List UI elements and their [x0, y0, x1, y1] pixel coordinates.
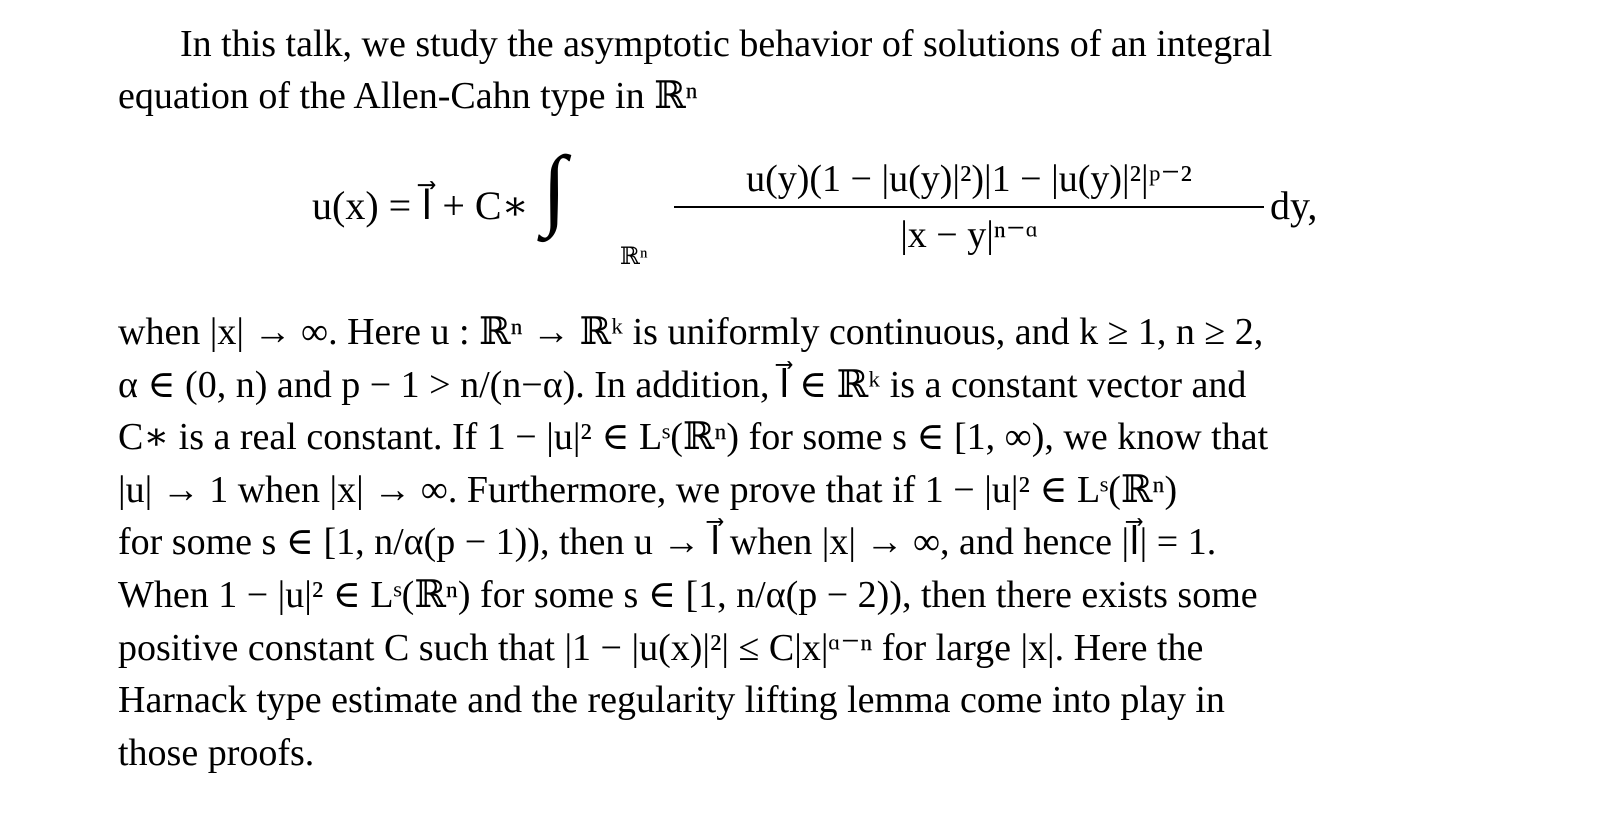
integral-domain: ℝⁿ — [620, 244, 648, 270]
body-line-8: Harnack type estimate and the regularity lifting lemma come into play in — [118, 679, 1225, 722]
equation-fraction — [674, 156, 1264, 257]
body-line-3: C∗ is a real constant. If 1 − |u|² ∈ Lˢ(ℝⁿ) for some s ∈ [1, ∞), we know that — [118, 416, 1269, 459]
fraction-denominator: |x − y|ⁿ⁻ᵅ — [900, 214, 1038, 256]
body-line-2: α ∈ (0, n) and p − 1 > n/(n−α). In addition, l⃗ ∈ ℝᵏ is a constant vector and — [118, 363, 1247, 406]
body-line-5: for some s ∈ [1, n/α(p − 1)), then u → l⃗ when |x| → ∞, and hence |l⃗| = 1. — [118, 521, 1217, 564]
body-line-9: those proofs. — [118, 731, 315, 774]
body-line-1: when |x| → ∞. Here u : ℝⁿ → ℝᵏ is uniformly continuous, and k ≥ 1, n ≥ 2, — [118, 311, 1264, 353]
fraction-numerator: u(y)(1 − |u(y)|²)|1 − |u(y)|²|ᵖ⁻² — [746, 158, 1192, 200]
intro-line-1: In this talk, we study the asymptotic behavior of solutions of an integral — [180, 23, 1273, 65]
integral-equation — [312, 139, 1318, 272]
integral-sign: ∫ — [542, 139, 567, 238]
abstract-body — [118, 306, 1504, 779]
fraction-bar — [674, 206, 1264, 208]
abstract-intro — [118, 18, 1504, 122]
body-line-6: When 1 − |u|² ∈ Lˢ(ℝⁿ) for some s ∈ [1, n/α(p − 2)), then there exists some — [118, 573, 1258, 616]
equation-lhs: u(x) = l⃗ + C∗ — [312, 183, 529, 228]
equation-tail: dy, — [1270, 183, 1318, 228]
intro-line-2: equation of the Allen-Cahn type in ℝⁿ — [118, 75, 698, 117]
body-line-7: positive constant C such that |1 − |u(x)|²| ≤ C|x|ᵅ⁻ⁿ for large |x|. Here the — [118, 626, 1204, 669]
body-line-4: |u| → 1 when |x| → ∞. Furthermore, we prove that if 1 − |u|² ∈ Lˢ(ℝⁿ) — [118, 468, 1178, 511]
